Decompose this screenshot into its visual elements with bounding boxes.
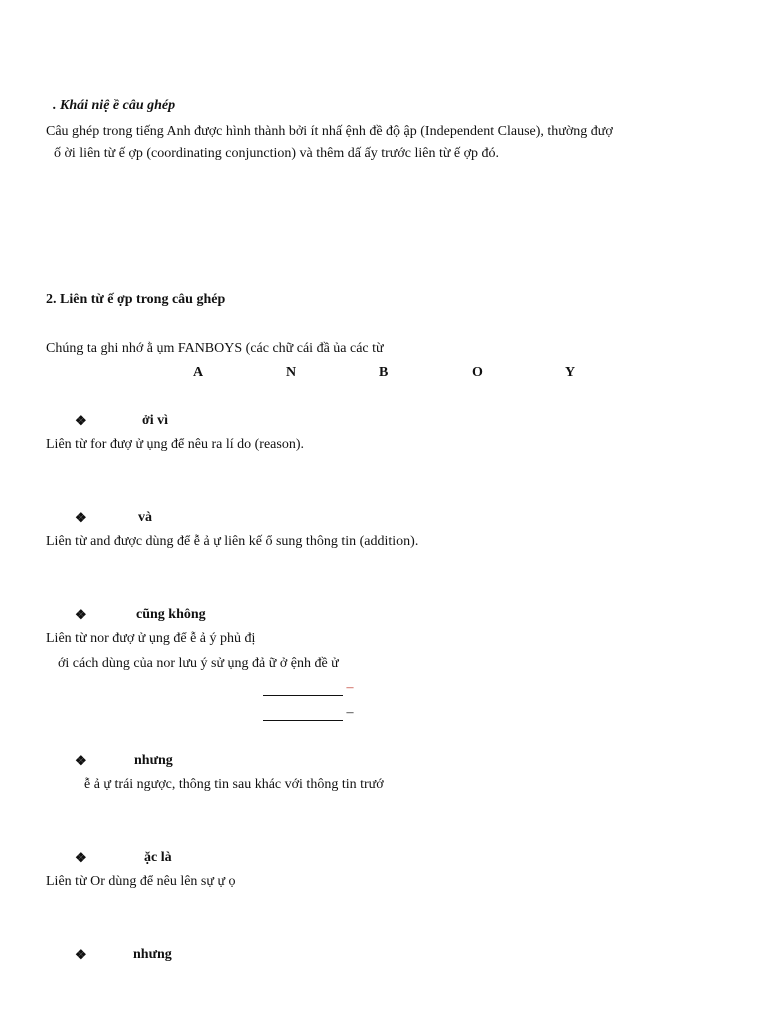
section2-heading: 2. Liên từ ế ợp trong câu ghép — [46, 292, 226, 307]
fanboys-letter-y: Y — [565, 365, 576, 380]
nor-example-dash-1: – — [346, 680, 354, 695]
nor-example-line-1 — [263, 680, 354, 696]
item-and-title: và — [138, 510, 152, 525]
nor-example-dash-2: – — [346, 705, 354, 720]
fanboys-letter-a: A — [193, 365, 204, 380]
item-but-desc: ễ ả ự trái ngược, thông tin sau khác với thông tin trướ — [84, 777, 384, 792]
diamond-bullet-icon: ❖ — [75, 947, 87, 962]
item-nor-title: cũng không — [136, 607, 206, 622]
blank-underline — [263, 707, 343, 721]
section1-text-line2: ố ời liên từ ế ợp (coordinating conjunction) và thêm dấ ấy trước liên từ ế ợp đó. — [54, 146, 500, 161]
item-or-desc: Liên từ Or dùng để nêu lên sự ự ọ — [46, 874, 236, 889]
item-nor-note: ới cách dùng của nor lưu ý sử ụng đả ữ ở ệnh đề ử — [58, 656, 339, 671]
item-for-title: ởi vì — [142, 413, 169, 428]
diamond-bullet-icon: ❖ — [75, 413, 87, 428]
diamond-bullet-icon: ❖ — [75, 850, 87, 865]
item-or-title: ặc là — [144, 850, 172, 865]
diamond-bullet-icon: ❖ — [75, 607, 87, 622]
fanboys-intro: Chúng ta ghi nhớ ằ ụm FANBOYS (các chữ cái đầ ủa các từ — [46, 341, 384, 356]
item-and-desc: Liên từ and được dùng để ễ ả ự liên kế ổ sung thông tin (addition). — [46, 534, 419, 549]
section1-heading: . Khái niệ ề câu ghép — [53, 98, 176, 113]
blank-underline — [263, 682, 343, 696]
item-yet-title: nhưng — [133, 947, 172, 962]
item-but-title: nhưng — [134, 753, 173, 768]
fanboys-letter-b: B — [379, 365, 389, 380]
item-nor-desc: Liên từ nor đượ ử ụng để ễ ả ý phủ đị — [46, 631, 256, 646]
diamond-bullet-icon: ❖ — [75, 510, 87, 525]
fanboys-letter-n: N — [286, 365, 297, 380]
nor-example-line-2 — [263, 705, 354, 721]
fanboys-letter-o: O — [472, 365, 483, 380]
diamond-bullet-icon: ❖ — [75, 753, 87, 768]
item-for-desc: Liên từ for đượ ử ụng để nêu ra lí do (reason). — [46, 437, 304, 452]
section1-text-line1: Câu ghép trong tiếng Anh được hình thành bởi ít nhấ ệnh đề độ ập (Independent Clause), thường đượ — [46, 124, 613, 139]
